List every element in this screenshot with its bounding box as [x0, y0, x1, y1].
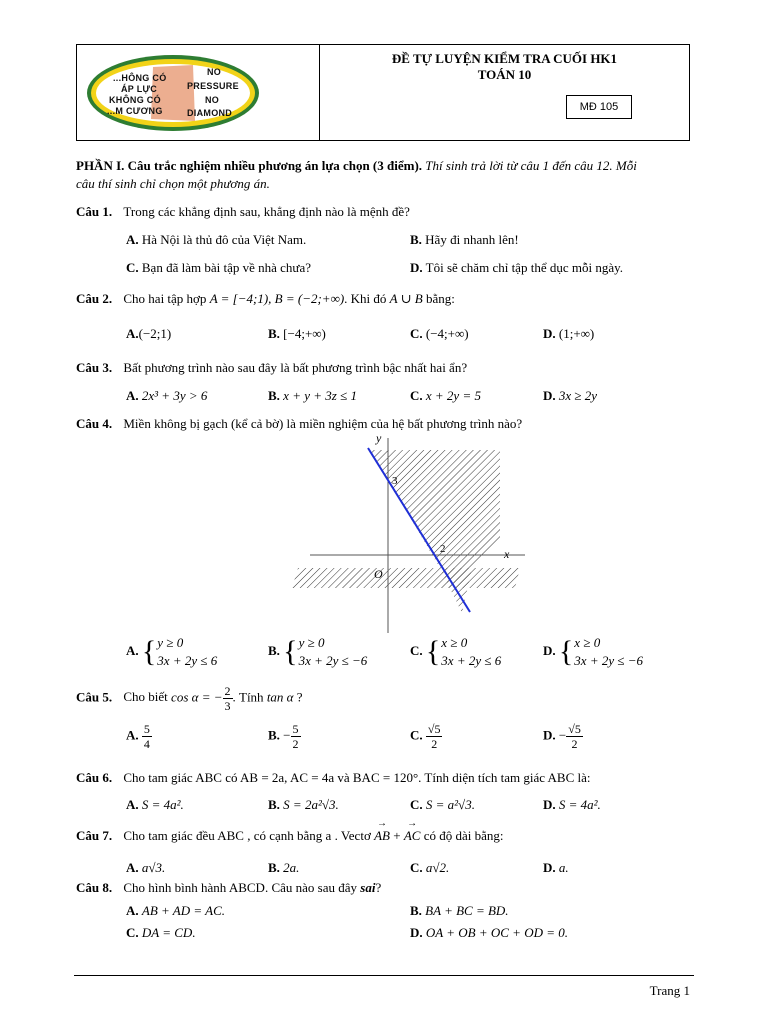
x-intercept-label: 2: [440, 543, 446, 555]
q1-option-b[interactable]: B. Hãy đi nhanh lên!: [410, 232, 519, 247]
part-title: PHẦN I. Câu trắc nghiệm nhiều phương án lựa chọn (3 điểm).: [76, 158, 423, 173]
question-7: Câu 7. Cho tam giác đều ABC , có cạnh bằng a . Vectơ → AB + → AC có độ dài bằng:: [76, 828, 503, 844]
y-axis-label: y: [376, 431, 382, 445]
q4-option-c[interactable]: C. {x ≥ 0 3x + 2y ≤ 6: [410, 635, 502, 668]
q3-option-c[interactable]: C. x + 2y = 5: [410, 388, 481, 403]
q3-option-d[interactable]: D. 3x ≥ 2y: [543, 388, 598, 403]
hatched-region-upper: [370, 450, 500, 613]
exam-title: ĐỀ TỰ LUYỆN KIỂM TRA CUỐI HK1: [391, 51, 618, 66]
x-axis-label: x: [504, 547, 510, 561]
svg-text:...M CƯƠNG: ...M CƯƠNG: [107, 106, 163, 116]
school-logo: [83, 51, 263, 135]
q2-option-a[interactable]: A.(−2;1): [126, 326, 172, 341]
svg-text:DIAMOND: DIAMOND: [187, 108, 233, 118]
footer-divider: [74, 975, 694, 976]
svg-text:...HÔNG CÓ: ...HÔNG CÓ: [113, 73, 167, 83]
q4-option-d[interactable]: D. {x ≥ 0 3x + 2y ≤ −6: [543, 635, 644, 668]
part-heading: [76, 158, 637, 174]
question-2: Câu 2. Cho hai tập hợp A = [−4;1), B = (−2;+∞). Khi đó A ∪ B bằng:: [76, 291, 455, 306]
q6-option-d[interactable]: D. S = 4a².: [543, 797, 601, 812]
q1-option-c[interactable]: C. Bạn đã làm bài tập về nhà chưa?: [126, 260, 312, 275]
exam-code: MĐ 105: [566, 95, 632, 119]
title-cell: [320, 45, 689, 140]
question-1: [76, 204, 410, 220]
q8-option-b[interactable]: B. BA + BC = BD.: [410, 903, 509, 918]
svg-text:ÁP LỰC: ÁP LỰC: [121, 84, 158, 94]
q3-option-b[interactable]: B. x + y + 3z ≤ 1: [268, 388, 357, 403]
q6-option-a[interactable]: A. S = 4a².: [126, 797, 184, 812]
q5-option-a[interactable]: A. $\frac{5}{4}$: [126, 722, 150, 751]
logo-cell: [77, 45, 320, 140]
question-number: Câu 1.: [76, 204, 113, 219]
q7-option-b[interactable]: B. 2a.: [268, 860, 300, 875]
q5-option-b[interactable]: B. − $\frac{5}{2}$: [268, 722, 299, 751]
question-4: Câu 4. Miền không bị gạch (kể cả bờ) là miền nghiệm của hệ bất phương trình nào?: [76, 416, 523, 431]
q7-option-c[interactable]: C. a√2.: [410, 860, 450, 875]
q1-option-d[interactable]: D. Tôi sẽ chăm chỉ tập thể dục mỗi ngày.: [410, 260, 624, 275]
question-8: Câu 8. Cho hình bình hành ABCD. Câu nào sau đây sai?: [76, 880, 382, 895]
q3-option-a[interactable]: A. 2x³ + 3y > 6: [126, 388, 208, 403]
inequality-graph: [290, 428, 530, 638]
question-6: Câu 6. Cho tam giác ABC có AB = 2a, AC = 4a và BAC = 120°. Tính diện tích tam giác ABC là:: [76, 770, 591, 785]
question-5: Câu 5. Cho biết cos α = − $\frac{2}{3}$ . Tính tan α ?: [76, 684, 303, 713]
hatched-region-lower: [292, 568, 520, 588]
q8-option-a[interactable]: A. AB + AD = AC.: [126, 903, 226, 918]
svg-text:PRESSURE: PRESSURE: [187, 81, 239, 91]
q7-option-a[interactable]: A. a√3.: [126, 860, 166, 875]
q1-option-a[interactable]: A. Hà Nội là thủ đô của Việt Nam.: [126, 232, 307, 247]
q4-option-b[interactable]: B. {y ≥ 0 3x + 2y ≤ −6: [268, 635, 368, 668]
svg-text:KHÔNG CÓ: KHÔNG CÓ: [109, 95, 161, 105]
part-instruction: Thí sinh trả lời từ câu 1 đến câu 12. Mỗi: [425, 158, 637, 173]
part-instruction-cont: câu thí sinh chỉ chọn một phương án.: [76, 176, 270, 191]
q2-option-b[interactable]: B. [−4;+∞): [268, 326, 326, 341]
q8-option-d[interactable]: D. OA + OB + OC + OD = 0.: [410, 925, 568, 940]
q8-option-c[interactable]: C. DA = CD.: [126, 925, 196, 940]
exam-subject: TOÁN 10: [477, 67, 532, 82]
q6-option-c[interactable]: C. S = a²√3.: [410, 797, 475, 812]
q6-option-b[interactable]: B. S = 2a²√3.: [268, 797, 339, 812]
q7-option-d[interactable]: D. a.: [543, 860, 569, 875]
svg-text:NO: NO: [207, 67, 222, 77]
page-number: Trang 1: [649, 983, 690, 998]
q5-option-c[interactable]: C. $\frac{√5}{2}$: [410, 722, 441, 751]
y-intercept-label: 3: [392, 475, 398, 487]
q2-option-c[interactable]: C. (−4;+∞): [410, 326, 469, 341]
q4-option-a[interactable]: A. {y ≥ 0 3x + 2y ≤ 6: [126, 635, 218, 668]
exam-header: [76, 44, 690, 141]
q2-option-d[interactable]: D. (1;+∞): [543, 326, 595, 341]
svg-text:NO: NO: [205, 95, 220, 105]
question-text: Trong các khẳng định sau, khẳng định nào là mệnh đề?: [123, 204, 410, 219]
q5-option-d[interactable]: D. − $\frac{√5}{2}$: [543, 722, 581, 751]
origin-label: O: [374, 567, 383, 581]
question-3: Câu 3. Bất phương trình nào sau đây là bất phương trình bậc nhất hai ẩn?: [76, 360, 468, 375]
